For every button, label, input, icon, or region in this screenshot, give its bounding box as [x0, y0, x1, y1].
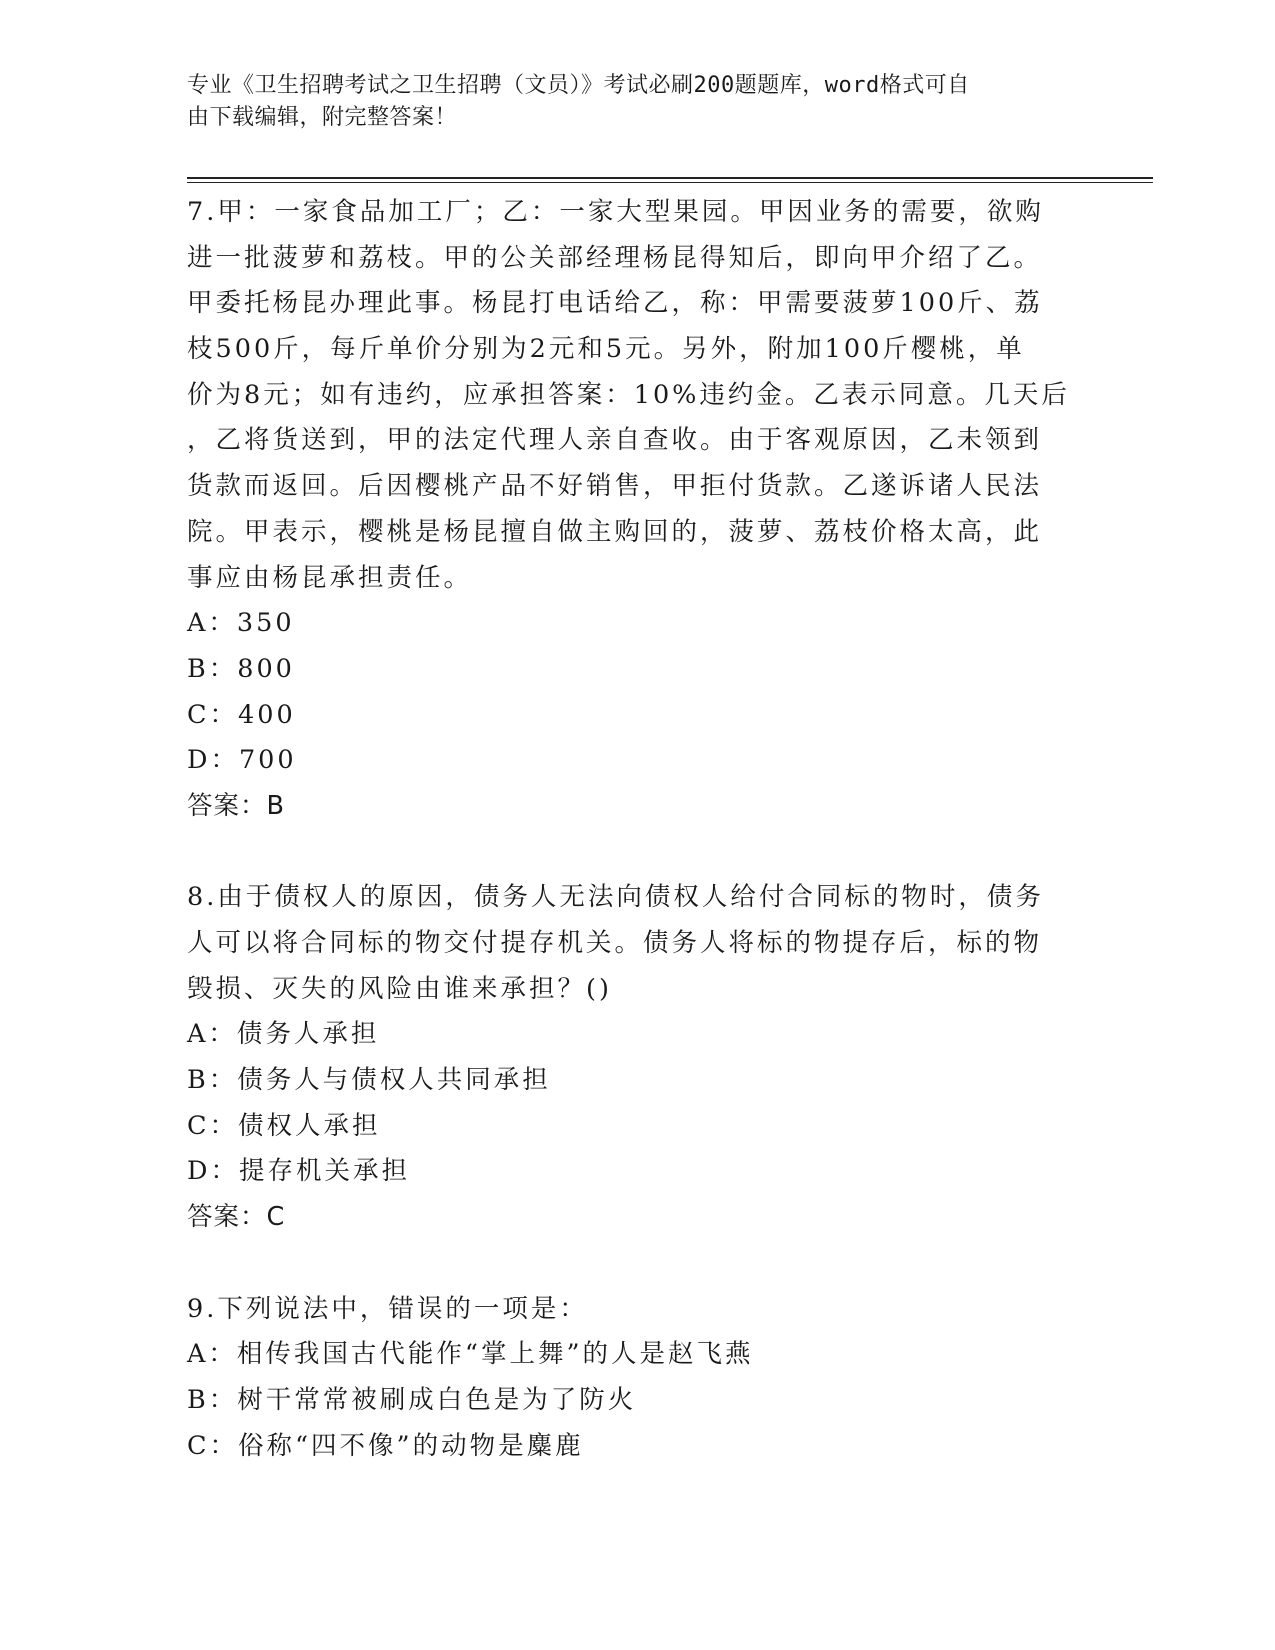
question-stem-line: 事应由杨昆承担责任。 — [187, 562, 473, 593]
option-c: C：俗称“四不像”的动物是麋鹿 — [187, 1430, 584, 1461]
document-header — [187, 70, 1067, 134]
question-8 — [187, 875, 1087, 1241]
header-line: 由下载编辑，附完整答案！ — [187, 105, 458, 130]
question-spacer — [187, 830, 1087, 876]
question-stem-line: 进一批菠萝和荔枝。甲的公关部经理杨昆得知后，即向甲介绍了乙。 — [187, 242, 1043, 273]
option-b: B：800 — [187, 653, 295, 684]
option-a: A：350 — [187, 608, 295, 639]
header-divider-thick — [187, 177, 1153, 179]
question-stem-line: 9.下列说法中，错误的一项是： — [187, 1293, 588, 1324]
question-spacer — [187, 1241, 1087, 1287]
option-a: A：相传我国古代能作“掌上舞”的人是赵飞燕 — [187, 1339, 754, 1370]
option-c: C：400 — [187, 699, 296, 730]
header-line: 专业《卫生招聘考试之卫生招聘（文员）》考试必刷200题题库，word格式可自 — [187, 73, 970, 98]
question-stem-line: 人可以将合同标的物交付提存机关。债务人将标的物提存后，标的物 — [187, 928, 1043, 958]
question-9 — [187, 1287, 1087, 1470]
answer-line: 答案：C — [187, 1202, 286, 1233]
question-stem-line: ，乙将货送到，甲的法定代理人亲自查收。由于客观原因，乙未领到 — [187, 425, 1043, 456]
question-stem-line: 甲委托杨昆办理此事。杨昆打电话给乙，称：甲需要菠萝100斤、荔 — [187, 288, 1043, 319]
question-stem-line: 毁损、灭失的风险由谁来承担？() — [187, 973, 612, 1004]
question-list — [187, 190, 1087, 1469]
header-divider-thin — [187, 182, 1153, 183]
option-b: B：树干常常被刷成白色是为了防火 — [187, 1384, 637, 1415]
option-d: D：700 — [187, 745, 297, 776]
question-7 — [187, 190, 1087, 830]
option-b: B：债务人与债权人共同承担 — [187, 1065, 551, 1096]
question-stem-line: 货款而返回。后因樱桃产品不好销售，甲拒付货款。乙遂诉诸人民法 — [187, 471, 1043, 502]
option-c: C：债权人承担 — [187, 1110, 381, 1141]
option-d: D：提存机关承担 — [187, 1156, 410, 1187]
question-stem-line: 院。甲表示，樱桃是杨昆擅自做主购回的，菠萝、荔枝价格太高，此 — [187, 516, 1043, 547]
option-a: A：债务人承担 — [187, 1019, 380, 1050]
question-stem-line: 价为8元；如有违约，应承担答案：10%违约金。乙表示同意。几天后 — [187, 379, 1070, 410]
question-stem-line: 7.甲：一家食品加工厂；乙：一家大型果园。甲因业务的需要，欲购 — [187, 197, 1044, 227]
answer-line: 答案：B — [187, 790, 285, 821]
question-stem-line: 8.由于债权人的原因，债务人无法向债权人给付合同标的物时，债务 — [187, 882, 1044, 913]
question-stem-line: 枝500斤，每斤单价分别为2元和5元。另外，附加100斤樱桃，单 — [187, 334, 1025, 365]
